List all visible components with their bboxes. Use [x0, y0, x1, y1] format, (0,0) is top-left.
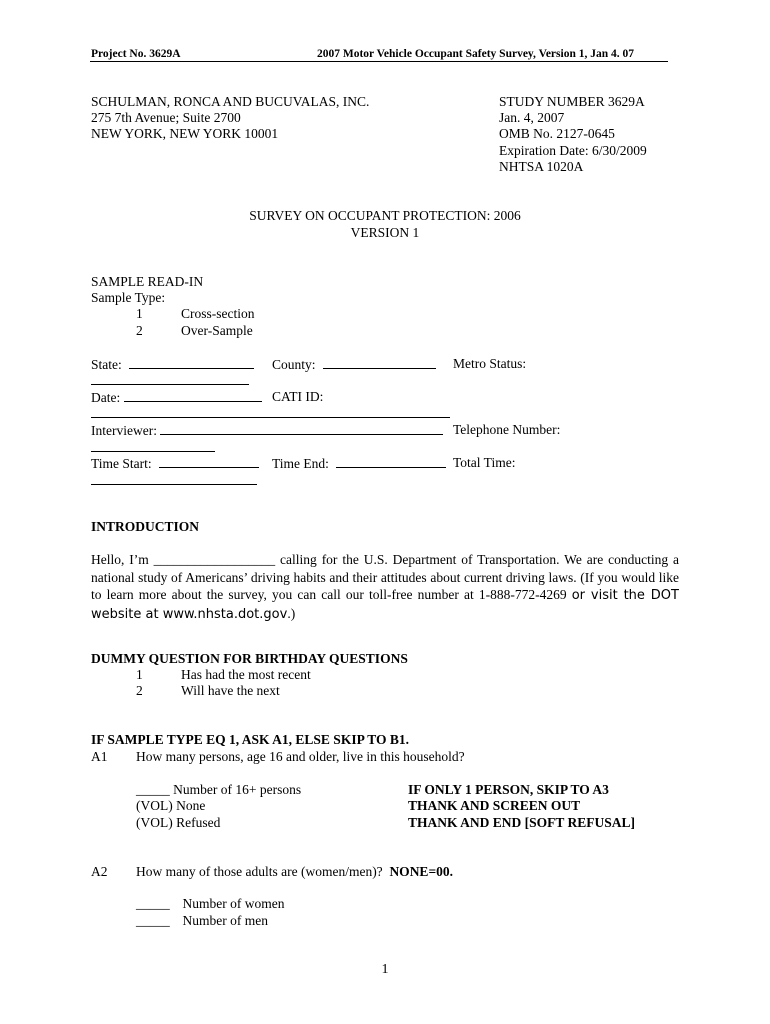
- header-survey-title: 2007 Motor Vehicle Occupant Safety Survey, Version 1, Jan 4. 07: [317, 48, 635, 60]
- state-field[interactable]: [91, 356, 254, 373]
- metro-status-blank[interactable]: [91, 384, 249, 385]
- a1-instruction: IF SAMPLE TYPE EQ 1, ASK A1, ELSE SKIP TO B1.: [91, 732, 409, 747]
- omb-number: OMB No. 2127-0645: [499, 126, 615, 141]
- interviewer-label: Interviewer:: [91, 423, 157, 438]
- a1-response-none[interactable]: (VOL) None: [136, 798, 206, 813]
- sample-option-code: 1: [136, 306, 143, 321]
- time-start-blank[interactable]: [159, 455, 259, 468]
- metro-status-label: Metro Status:: [453, 356, 527, 371]
- a1-response-refused[interactable]: (VOL) Refused: [136, 815, 221, 830]
- county-blank[interactable]: [323, 356, 436, 369]
- a1-action: IF ONLY 1 PERSON, SKIP TO A3: [408, 782, 609, 797]
- intro-text-website: or visit the DOT website at www.nhsta.dot.gov: [91, 588, 679, 622]
- a2-code: A2: [91, 864, 108, 879]
- dummy-option-label: Will have the next: [181, 683, 280, 698]
- cati-id-label: CATI ID:: [272, 389, 324, 404]
- cati-id-blank[interactable]: [91, 417, 450, 418]
- header-project: Project No. 3629A: [91, 48, 181, 60]
- telephone-label: Telephone Number:: [453, 422, 561, 437]
- a2-blank[interactable]: _____: [136, 896, 170, 911]
- interviewer-field[interactable]: [91, 422, 443, 439]
- sample-option-code: 2: [136, 323, 143, 338]
- sample-heading: SAMPLE READ-IN: [91, 274, 204, 289]
- sample-option-label: Over-Sample: [181, 323, 253, 338]
- intro-text-end: .): [287, 605, 296, 621]
- date-field[interactable]: [91, 389, 262, 406]
- expiration-date: Expiration Date: 6/30/2009: [499, 143, 647, 158]
- date-label: Date:: [91, 390, 121, 405]
- a2-question: How many of those adults are (women/men)?: [136, 864, 383, 879]
- time-end-label: Time End:: [272, 456, 329, 471]
- sample-option-label: Cross-section: [181, 306, 255, 321]
- a2-blank[interactable]: _____: [136, 913, 170, 928]
- sample-type-label: Sample Type:: [91, 290, 166, 305]
- a1-action: THANK AND SCREEN OUT: [408, 798, 581, 813]
- page-number: 1: [381, 962, 389, 977]
- interviewer-blank[interactable]: [160, 422, 443, 435]
- date-blank[interactable]: [124, 389, 262, 402]
- company-name: SCHULMAN, RONCA AND BUCUVALAS, INC.: [91, 94, 370, 109]
- study-number: STUDY NUMBER 3629A: [499, 94, 645, 109]
- dummy-option-code: 1: [136, 667, 143, 682]
- dummy-option-label: Has had the most recent: [181, 667, 311, 682]
- time-end-blank[interactable]: [336, 455, 446, 468]
- a1-action: THANK AND END [SOFT REFUSAL]: [408, 815, 636, 830]
- company-address-2: NEW YORK, NEW YORK 10001: [91, 126, 279, 141]
- county-label: County:: [272, 357, 316, 372]
- introduction-heading: INTRODUCTION: [91, 519, 200, 534]
- telephone-blank[interactable]: [91, 451, 215, 452]
- time-start-label: Time Start:: [91, 456, 152, 471]
- nhtsa-form: NHTSA 1020A: [499, 159, 584, 174]
- a2-response-men[interactable]: [136, 913, 268, 929]
- study-date: Jan. 4, 2007: [499, 110, 565, 125]
- a2-note: NONE=00.: [389, 864, 454, 879]
- state-blank[interactable]: [129, 356, 254, 369]
- survey-version: VERSION 1: [350, 225, 420, 240]
- time-start-field[interactable]: [91, 455, 259, 472]
- a2-response-label: Number of women: [182, 896, 285, 911]
- state-label: State:: [91, 357, 122, 372]
- survey-title: SURVEY ON OCCUPANT PROTECTION: 2006: [249, 208, 521, 223]
- a2-response-women[interactable]: [136, 896, 284, 912]
- intro-text-main: Hello, I’m __________________ calling for the U.S. Department of Transportation. We are conducting a national study of Americans’ driving habits and their attitudes about current driving laws. (If you would like to learn more about the survey, you can call our toll-free number at 1-888-772-4269: [91, 552, 679, 602]
- a1-response-persons[interactable]: _____ Number of 16+ persons: [136, 782, 302, 797]
- county-field[interactable]: [272, 356, 436, 373]
- a1-question: How many persons, age 16 and older, live in this household?: [136, 749, 465, 764]
- a1-code: A1: [91, 749, 108, 764]
- total-time-label: Total Time:: [453, 455, 516, 470]
- time-end-field[interactable]: [272, 455, 446, 472]
- a2-response-label: Number of men: [182, 913, 268, 928]
- dummy-question-heading: DUMMY QUESTION FOR BIRTHDAY QUESTIONS: [91, 651, 408, 666]
- header-rule: [90, 61, 668, 62]
- company-address-1: 275 7th Avenue; Suite 2700: [91, 110, 241, 125]
- introduction-text: [91, 551, 679, 623]
- dummy-option-code: 2: [136, 683, 143, 698]
- a2-question-line: [136, 864, 453, 880]
- total-time-blank[interactable]: [91, 484, 257, 485]
